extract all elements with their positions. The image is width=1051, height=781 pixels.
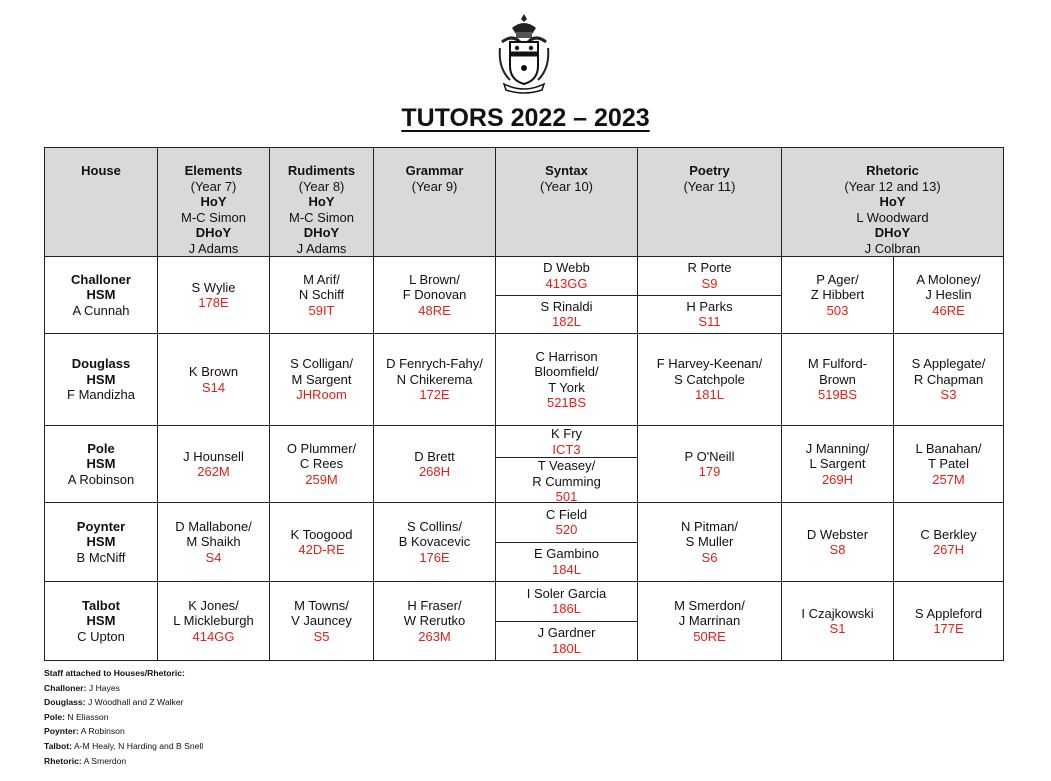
tutor-subcell bbox=[638, 296, 781, 334]
tutor-name: N Pitman/ bbox=[680, 518, 739, 534]
room-code: 176E bbox=[419, 549, 450, 565]
tutor-name: D Webb bbox=[543, 260, 590, 276]
header-rhetoric-name: Rhetoric bbox=[866, 163, 919, 178]
house-cell bbox=[45, 334, 158, 426]
header-elements-year: (Year 7) bbox=[190, 178, 237, 194]
tutor-name: H Parks bbox=[686, 298, 733, 314]
hsm-name: C Upton bbox=[77, 628, 125, 644]
tutor-cell-elements bbox=[158, 334, 270, 426]
header-rhetoric-hoy-label: HoY bbox=[879, 194, 906, 209]
tutor-name: K Toogood bbox=[290, 526, 353, 542]
tutor-name: W Rerutko bbox=[403, 613, 466, 629]
header-poetry bbox=[638, 148, 782, 257]
hsm-name: A Robinson bbox=[67, 471, 135, 487]
room-code: 501 bbox=[555, 489, 578, 504]
hsm-name: A Cunnah bbox=[72, 302, 130, 318]
room-code: S11 bbox=[698, 314, 721, 330]
room-code: 259M bbox=[305, 471, 338, 487]
tutor-cell-grammar bbox=[374, 582, 496, 661]
staff-heading: Staff attached to Houses/Rhetoric: bbox=[44, 668, 185, 678]
tutor-name: D Fenrych-Fahy/ bbox=[386, 356, 483, 372]
tutor-cell-elements bbox=[158, 426, 270, 503]
tutor-cell-poetry bbox=[638, 582, 782, 661]
tutor-name: Bloomfield/ bbox=[534, 364, 599, 379]
house-name: Pole bbox=[87, 440, 115, 456]
room-code: S1 bbox=[829, 621, 846, 636]
header-elements-dhoy-label: DHoY bbox=[195, 225, 232, 240]
house-name: Douglass bbox=[71, 356, 131, 372]
tutor-name: C Harrison bbox=[535, 348, 598, 364]
room-code: 179 bbox=[698, 464, 721, 479]
room-code: 59IT bbox=[308, 302, 335, 318]
tutor-cell-rudiments bbox=[270, 257, 374, 334]
tutor-name: L Sargent bbox=[809, 456, 866, 472]
house-row-douglass bbox=[45, 334, 1004, 426]
room-code: 503 bbox=[826, 302, 849, 318]
tutor-cell-poetry bbox=[638, 426, 782, 503]
room-code: S6 bbox=[701, 549, 718, 565]
header-poetry-name: Poetry bbox=[689, 163, 730, 178]
tutor-name: L Banahan/ bbox=[915, 440, 982, 456]
tutor-name: J Heslin bbox=[925, 287, 972, 303]
header-rhetoric-year: (Year 12 and 13) bbox=[844, 178, 941, 194]
room-code: 414GG bbox=[192, 628, 235, 644]
tutor-cell-rhetoric-a bbox=[782, 334, 894, 426]
room-code: 257M bbox=[932, 471, 965, 487]
staff-house-label: Pole: bbox=[44, 711, 66, 722]
tutor-cell-rudiments bbox=[270, 426, 374, 503]
hsm-label: HSM bbox=[86, 371, 116, 387]
hsm-label: HSM bbox=[86, 287, 116, 303]
room-code: 177E bbox=[933, 621, 964, 636]
tutor-cell-grammar bbox=[374, 334, 496, 426]
page-title: TUTORS 2022 – 2023 bbox=[401, 104, 650, 132]
header-rudiments-hoy: M-C Simon bbox=[288, 209, 354, 225]
room-code: S9 bbox=[701, 275, 718, 291]
tutor-name: S Catchpole bbox=[674, 371, 745, 387]
hsm-label: HSM bbox=[86, 456, 116, 472]
staff-names: A-M Healy, N Harding and B Snell bbox=[73, 740, 204, 751]
hsm-label: HSM bbox=[86, 534, 116, 550]
header-rudiments-year: (Year 8) bbox=[298, 178, 345, 194]
room-code: 269H bbox=[821, 471, 854, 487]
tutor-subcell bbox=[496, 426, 637, 458]
tutor-name: A Moloney/ bbox=[916, 271, 981, 287]
tutor-cell-rhetoric-b bbox=[894, 426, 1004, 503]
tutor-name: S Appleford bbox=[914, 605, 983, 621]
tutor-cell-rhetoric-b bbox=[894, 503, 1004, 582]
header-house-label: House bbox=[81, 163, 121, 178]
tutor-name: F Donovan bbox=[402, 287, 467, 303]
room-code: S4 bbox=[205, 549, 222, 565]
staff-names: J Hayes bbox=[88, 682, 120, 693]
tutor-subcell bbox=[496, 582, 637, 622]
header-elements-hoy-label: HoY bbox=[200, 194, 227, 209]
staff-names: A Smerdon bbox=[83, 755, 127, 766]
tutor-cell-rhetoric-b bbox=[894, 334, 1004, 426]
tutor-cell-elements bbox=[158, 257, 270, 334]
tutor-subcell bbox=[496, 257, 637, 296]
staff-names: A Robinson bbox=[80, 726, 125, 737]
header-rhetoric-dhoy: J Colbran bbox=[864, 240, 921, 256]
room-code: 182L bbox=[552, 314, 581, 330]
tutor-name: K Fry bbox=[550, 426, 583, 441]
tutor-name: S Muller bbox=[685, 534, 734, 550]
header-rhetoric-hoy: L Woodward bbox=[856, 209, 929, 225]
tutor-name: L Mickleburgh bbox=[173, 613, 254, 629]
room-code: JHRoom bbox=[296, 387, 347, 403]
tutor-name: M Fulford- bbox=[807, 356, 868, 372]
tutor-name: H Fraser/ bbox=[407, 597, 462, 613]
room-code: 262M bbox=[197, 464, 230, 479]
tutor-name: S Rinaldi bbox=[540, 298, 593, 314]
tutor-cell-rhetoric-a bbox=[782, 257, 894, 334]
tutor-name: T York bbox=[548, 379, 585, 395]
room-code: 181L bbox=[695, 387, 724, 403]
tutor-name: R Porte bbox=[687, 260, 732, 276]
staff-house-label: Talbot: bbox=[44, 740, 73, 751]
staff-names: J Woodhall and Z Walker bbox=[87, 697, 184, 708]
tutor-name: V Jauncey bbox=[291, 613, 352, 629]
staff-row bbox=[44, 739, 203, 754]
tutor-subcell bbox=[496, 296, 637, 334]
room-code: 186L bbox=[552, 601, 581, 617]
staff-house-label: Douglass: bbox=[44, 697, 86, 708]
house-name: Talbot bbox=[81, 597, 121, 613]
tutor-cell-elements bbox=[158, 582, 270, 661]
tutor-cell-rudiments bbox=[270, 334, 374, 426]
tutor-name: M Arif/ bbox=[303, 271, 340, 287]
house-name: Challoner bbox=[71, 271, 131, 287]
staff-row bbox=[44, 681, 203, 696]
header-grammar bbox=[374, 148, 496, 257]
tutor-cell-syntax bbox=[496, 503, 638, 582]
staff-house-label: Challoner: bbox=[44, 682, 87, 693]
room-code: 46RE bbox=[932, 302, 965, 318]
header-rudiments-name: Rudiments bbox=[287, 163, 356, 178]
header-syntax-year: (Year 10) bbox=[540, 178, 593, 194]
tutor-name: K Jones/ bbox=[188, 597, 239, 613]
house-row-pole bbox=[45, 426, 1004, 503]
tutor-name: P O'Neill bbox=[684, 448, 735, 464]
tutor-cell-rhetoric-b bbox=[894, 257, 1004, 334]
tutor-name: P Ager/ bbox=[816, 271, 859, 287]
house-cell bbox=[45, 503, 158, 582]
tutor-name: C Berkley bbox=[920, 526, 977, 542]
room-code: ICT3 bbox=[552, 441, 581, 457]
tutor-cell-syntax bbox=[496, 582, 638, 661]
tutor-name: J Gardner bbox=[537, 625, 596, 641]
tutor-cell-grammar bbox=[374, 426, 496, 503]
header-elements-name: Elements bbox=[184, 163, 243, 178]
header-rudiments bbox=[270, 148, 374, 257]
room-code: 180L bbox=[552, 640, 581, 656]
room-code: 519BS bbox=[817, 387, 858, 403]
tutor-subcell bbox=[496, 503, 637, 543]
tutor-subcell bbox=[496, 622, 637, 661]
tutor-name: K Brown bbox=[188, 364, 239, 379]
header-rudiments-dhoy-label: DHoY bbox=[303, 225, 340, 240]
tutor-cell-syntax bbox=[496, 334, 638, 426]
header-elements-hoy: M-C Simon bbox=[180, 209, 246, 225]
tutor-name: D Webster bbox=[806, 526, 869, 542]
tutor-cell-elements bbox=[158, 503, 270, 582]
room-code: 263M bbox=[418, 628, 451, 644]
tutor-cell-rhetoric-a bbox=[782, 582, 894, 661]
room-code: 178E bbox=[198, 295, 229, 310]
staff-attached-section bbox=[44, 666, 203, 768]
tutor-name: D Brett bbox=[414, 448, 455, 464]
tutor-name: C Field bbox=[545, 506, 588, 522]
tutor-name: S Collins/ bbox=[407, 518, 462, 534]
hsm-name: B McNiff bbox=[76, 549, 126, 565]
tutor-name: S Wylie bbox=[191, 279, 236, 295]
room-code: 42D-RE bbox=[298, 542, 345, 557]
tutor-name: N Schiff bbox=[298, 287, 345, 303]
room-code: 520 bbox=[555, 522, 578, 538]
room-code: 268H bbox=[418, 464, 451, 479]
tutor-name: M Smerdon/ bbox=[674, 597, 745, 613]
staff-row bbox=[44, 754, 203, 769]
house-row-talbot bbox=[45, 582, 1004, 661]
room-code: 267H bbox=[932, 542, 965, 557]
header-rhetoric bbox=[782, 148, 1004, 257]
tutor-name: E Gambino bbox=[533, 546, 600, 562]
tutor-name: J Marrinan bbox=[678, 613, 741, 629]
tutor-name: C Rees bbox=[299, 456, 344, 472]
tutor-name: J Manning/ bbox=[805, 440, 870, 456]
tutor-name: L Brown/ bbox=[409, 271, 460, 287]
tutor-cell-syntax bbox=[496, 257, 638, 334]
house-name: Poynter bbox=[76, 518, 126, 534]
tutor-cell-rhetoric-a bbox=[782, 503, 894, 582]
tutor-subcell bbox=[496, 458, 637, 505]
tutor-name: S Colligan/ bbox=[290, 356, 353, 372]
header-elements bbox=[158, 148, 270, 257]
tutor-name: N Chikerema bbox=[396, 371, 473, 387]
room-code: 50RE bbox=[693, 628, 726, 644]
room-code: 184L bbox=[552, 561, 581, 577]
tutor-name: O Plummer/ bbox=[286, 440, 357, 456]
header-elements-dhoy: J Adams bbox=[188, 240, 239, 256]
tutor-name: R Chapman bbox=[913, 371, 984, 387]
tutor-subcell bbox=[496, 543, 637, 582]
room-code: 48RE bbox=[418, 302, 451, 318]
staff-row bbox=[44, 695, 203, 710]
staff-row bbox=[44, 724, 203, 739]
tutor-name: F Harvey-Keenan/ bbox=[656, 356, 763, 372]
header-grammar-name: Grammar bbox=[405, 163, 464, 178]
header-house bbox=[45, 148, 158, 257]
staff-row bbox=[44, 710, 203, 725]
tutor-name: M Sargent bbox=[291, 371, 352, 387]
header-rhetoric-dhoy-label: DHoY bbox=[874, 225, 911, 240]
room-code: S5 bbox=[313, 628, 330, 644]
tutor-name: M Towns/ bbox=[294, 597, 349, 613]
tutor-cell-grammar bbox=[374, 503, 496, 582]
tutor-name: Brown bbox=[819, 371, 856, 387]
tutor-cell-rhetoric-b bbox=[894, 582, 1004, 661]
header-syntax-name: Syntax bbox=[545, 163, 588, 178]
tutor-name: J Hounsell bbox=[183, 448, 244, 464]
tutor-cell-rhetoric-a bbox=[782, 426, 894, 503]
room-code: S14 bbox=[201, 379, 226, 395]
tutor-name: Z Hibbert bbox=[810, 287, 865, 303]
room-code: S3 bbox=[940, 387, 957, 403]
staff-house-label: Rhetoric: bbox=[44, 755, 82, 766]
tutors-table bbox=[44, 147, 1004, 661]
tutor-name: B Kovacevic bbox=[398, 534, 471, 550]
house-row-challoner bbox=[45, 257, 1004, 334]
tutor-name: M Shaikh bbox=[186, 534, 241, 550]
tutor-subcell bbox=[638, 257, 781, 296]
hsm-name: F Mandizha bbox=[67, 387, 135, 403]
tutor-cell-rudiments bbox=[270, 582, 374, 661]
tutor-name: I Czajkowski bbox=[801, 605, 874, 621]
house-cell bbox=[45, 426, 158, 503]
school-crest-icon bbox=[496, 12, 552, 96]
header-syntax bbox=[496, 148, 638, 257]
tutor-name: D Mallabone/ bbox=[175, 518, 252, 534]
tutor-cell-poetry bbox=[638, 503, 782, 582]
staff-names: N Eliasson bbox=[67, 711, 109, 722]
room-code: S8 bbox=[829, 542, 846, 557]
house-row-poynter bbox=[45, 503, 1004, 582]
header-row bbox=[45, 148, 1004, 257]
house-cell bbox=[45, 582, 158, 661]
tutor-cell-poetry bbox=[638, 257, 782, 334]
header-poetry-year: (Year 11) bbox=[683, 178, 736, 194]
house-cell bbox=[45, 257, 158, 334]
tutor-cell-syntax bbox=[496, 426, 638, 503]
header-rudiments-hoy-label: HoY bbox=[308, 194, 335, 209]
tutor-name: T Patel bbox=[928, 456, 969, 472]
room-code: 521BS bbox=[546, 395, 587, 410]
tutor-cell-poetry bbox=[638, 334, 782, 426]
tutor-cell-grammar bbox=[374, 257, 496, 334]
header-grammar-year: (Year 9) bbox=[411, 178, 458, 194]
hsm-label: HSM bbox=[86, 613, 116, 629]
tutor-cell-rudiments bbox=[270, 503, 374, 582]
tutor-name: R Cumming bbox=[532, 473, 601, 489]
room-code: 172E bbox=[419, 387, 450, 403]
room-code: 413GG bbox=[545, 275, 588, 291]
staff-house-label: Poynter: bbox=[44, 726, 79, 737]
tutor-name: T Veasey/ bbox=[537, 458, 596, 473]
tutor-name: S Applegate/ bbox=[911, 356, 986, 372]
tutor-name: I Soler Garcia bbox=[526, 585, 607, 601]
header-rudiments-dhoy: J Adams bbox=[296, 240, 347, 256]
